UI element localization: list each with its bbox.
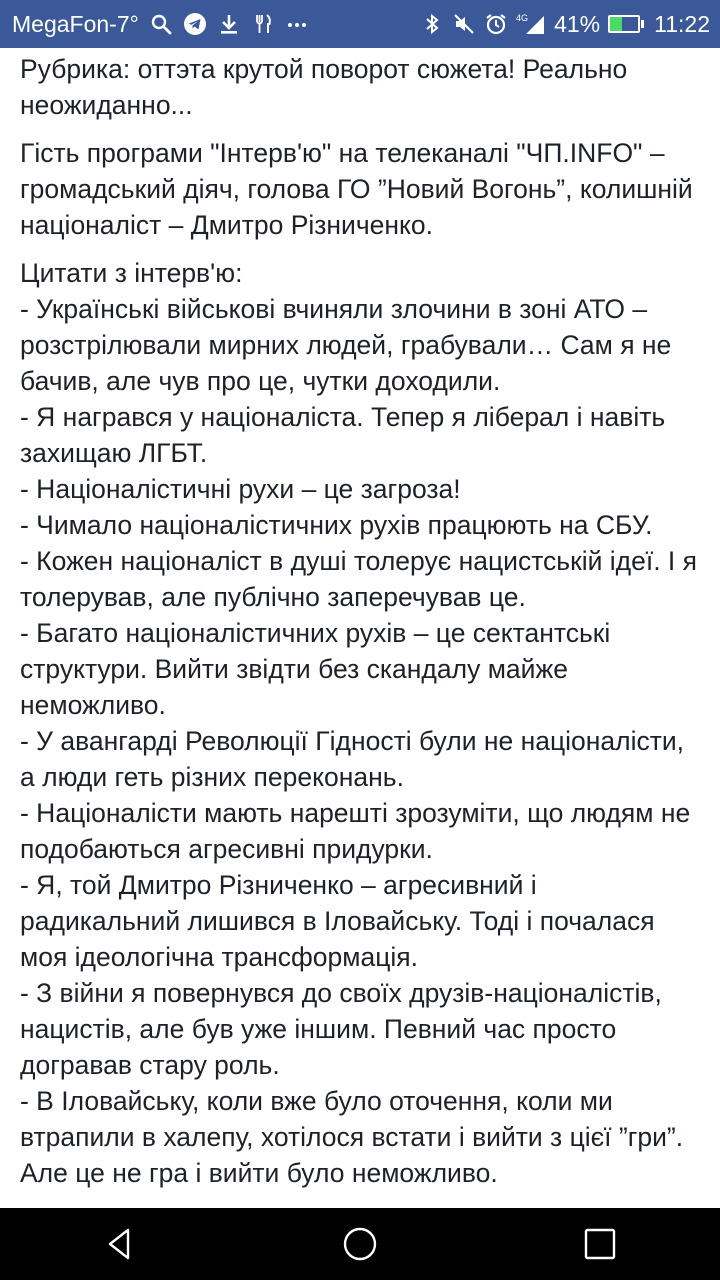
more-icon [285, 12, 309, 36]
battery-icon [608, 14, 646, 34]
post-content [0, 48, 720, 1208]
battery-percent: 41% [554, 10, 601, 37]
post-paragraph-quotes: Цитати з інтерв'ю: - Українські військові вчиняли злочини в зоні АТО – розстрілювали мирних людей, грабували… Сам я не бачив, але чув про це, чутки доходили. - Я награвся у націоналіста. Тепер я ліберал і навіть захищаю ЛГБТ. - Націоналістичні рухи – це загроза! - Чимало націоналістичних рухів працюють на СБУ. - Кожен націоналіст в душі толерує нацистськiй ідеї. І я толерував, але публічно заперечував це. - Багато націоналістичних рухів – це сектантські структури. Вийти звідти без скандалу майже неможливо. - У авангарді Революції Гідності були не націоналісти, а люди геть різних переконань. - Націоналісти мають нарешті зрозуміти, що людям не подобаються агресивні придурки. - Я, той Дмитро Різниченко – агресивний і радикальний лишився в Іловайську. Тоді і почалася моя ідеологічна трансформація. - З війни я повернувся до своїх друзів-націоналістів, нацистів, але був уже іншим. Певний час просто догравав стару роль. - В Іловайську, коли вже було оточення, коли ми втрапили в халепу, хотілося встати і вийти з цієї ”гри”. Але це не гра і вийти було неможливо. [20, 258, 698, 1188]
status-bar-left [12, 11, 420, 38]
bluetooth-icon [420, 12, 444, 36]
post-paragraph-rubric: Рубрика: оттэта крутой поворот сюжета! Реально неожиданно... [20, 54, 628, 120]
back-icon [100, 1224, 140, 1264]
mute-icon [452, 12, 476, 36]
search-icon [149, 12, 173, 36]
recents-icon [580, 1224, 620, 1264]
post-paragraph-guest: Гість програми "Інтерв'ю" на телеканалі "ЧП.INFO" – громадський діяч, голова ГО ”Новий Вогонь”, колишній націоналіст – Дмитро Різниченко. [20, 138, 693, 240]
download-icon [217, 12, 241, 36]
carrier-name: MegaFon-7° [12, 10, 139, 37]
back-button[interactable] [80, 1208, 160, 1280]
clock: 11:22 [654, 10, 710, 37]
signal-icon [516, 12, 546, 36]
network-type-label: 4G [516, 13, 529, 23]
home-button[interactable] [320, 1208, 400, 1280]
status-bar [0, 0, 720, 48]
telegram-icon [183, 12, 207, 36]
status-bar-right [420, 11, 710, 38]
alarm-icon [484, 12, 508, 36]
home-icon [340, 1224, 380, 1264]
restaurant-icon [251, 12, 275, 36]
battery-level-fill [610, 17, 621, 31]
recents-button[interactable] [560, 1208, 640, 1280]
navigation-bar [0, 1208, 720, 1280]
